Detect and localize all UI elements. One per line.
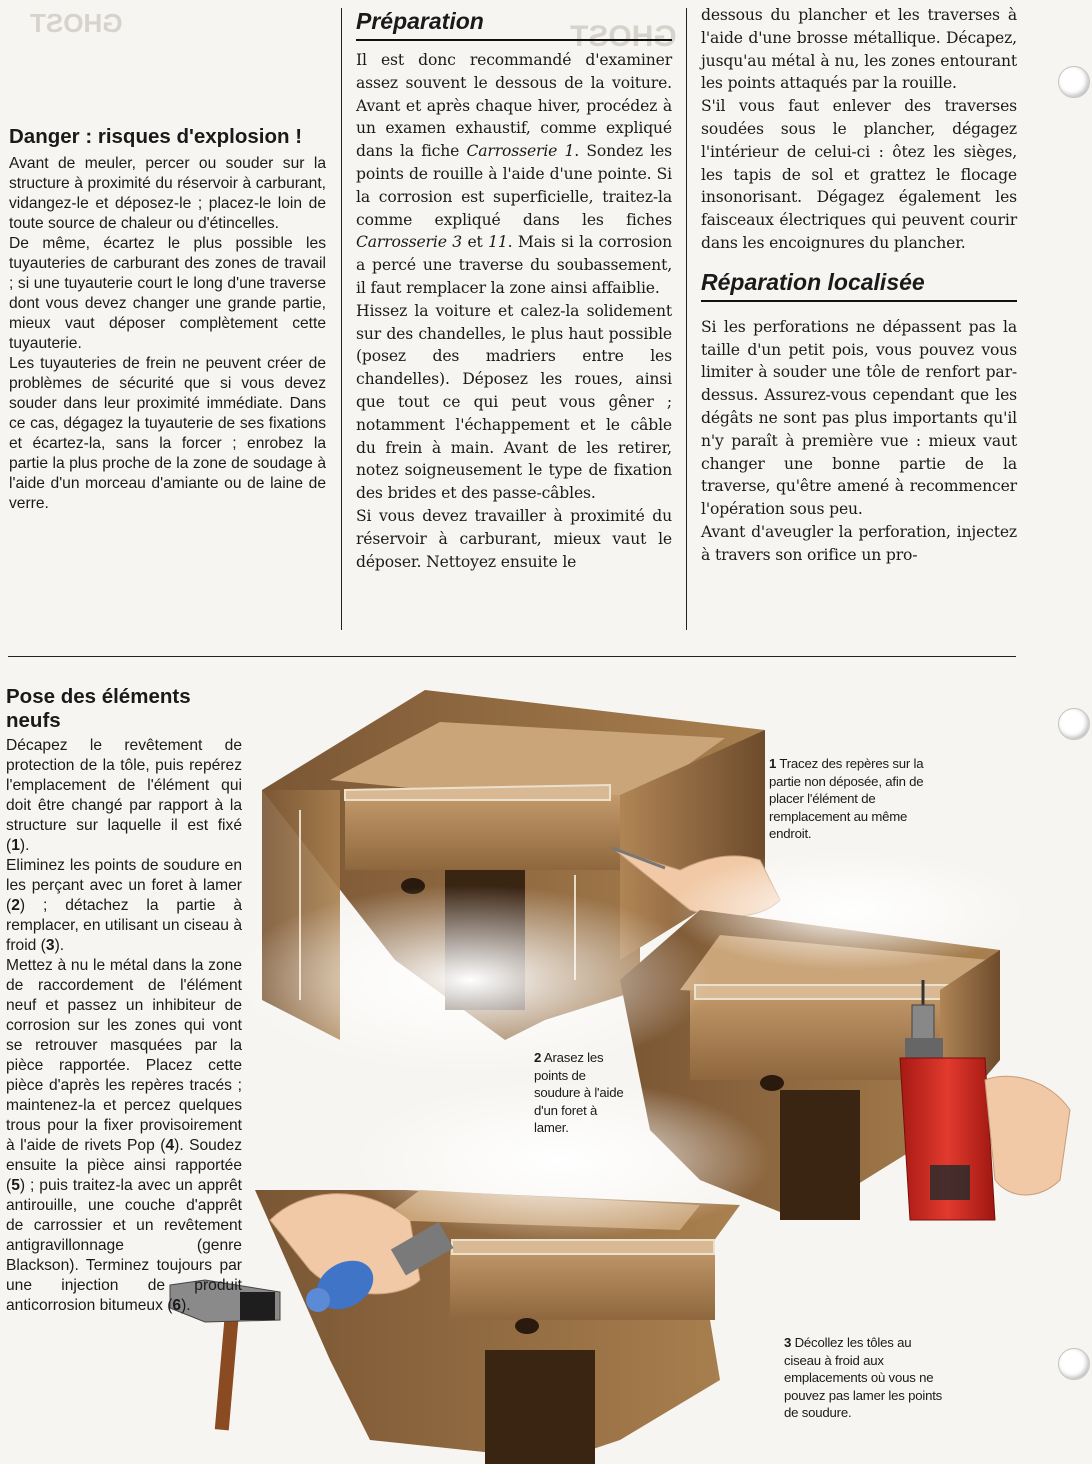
danger-paragraph: Les tuyauteries de frein ne peuvent créer de problèmes de sécurité que si vous devez souder dans leur proximité immédiate. Dans ce cas, dégagez la tuyauterie de ses fixations et écartez-la, sans la forcer ; enrobez la partie la plus proche de la zone de soudage à l'aide d'un morceau d'amiante ou de laine de verre. <box>9 355 326 512</box>
preparation-section <box>356 8 672 573</box>
preparation-title: Préparation <box>356 8 672 41</box>
pose-paragraph: Eliminez les points de soudure en les perçant avec un foret à lamer (2) ; détachez la partie à remplacer, en utilisant un ciseau à froid (3). <box>6 857 242 954</box>
danger-paragraph: De même, écartez le plus possible les tuyauteries de carburant des zones de travail ; si une tuyauterie court le long d'une traverse dont vous devez changer une grande partie, mieux vaut déposer complètement cette tuyauterie. <box>9 235 326 352</box>
bleed-through-text: GHOST <box>30 8 123 38</box>
column-rule <box>686 8 687 630</box>
reparation-paragraph: Si les perforations ne dépassent pas la taille d'un petit pois, vous pouvez vous limiter à souder une tôle de renfort par-dessus. Assurez-vous cependant que les dégâts ne sont pas plus importants qu'il n'y paraît à première vue : mieux vaut changer une bonne partie de la traverse, qu'être amené à recommencer l'opération sous peu. <box>701 317 1017 519</box>
preparation-paragraph: Il est donc recommandé d'examiner assez souvent le dessous de la voiture. Avant et après chaque hiver, procédez à un examen exhaustif, comme expliqué dans la fiche Carrosserie 1. Sondez les points de rouille à l'aide d'une pointe. Si la corrosion est superficielle, traitez-la comme expliqué dans les fiches Carrosserie 3 et 11. Mais si la corrosion a percé une traverse du soubassement, il faut remplacer la zone ainsi affaiblie. <box>356 51 673 297</box>
bleed-through-text: GHOST <box>570 20 677 53</box>
section-divider <box>8 656 1016 657</box>
caption-2: 2 Arasez les points de soudure à l'aide d'un foret à lamer. <box>534 1050 624 1135</box>
pose-paragraph: Décapez le revêtement de protection de la tôle, puis repérez l'emplacement de l'élément qui doit être changé par rapport à la structure sur laquelle il est fixé (1). <box>6 737 242 854</box>
body-paragraph: S'il vous faut enlever des traverses soudées sous le plancher, dégagez l'intérieur de celui-ci : ôtez les sièges, les tapis de sol et grattez le flocage insonorisant. Dégagez également les faisceaux électriques qui peuvent courir dans les encoignures du plancher. <box>701 97 1017 252</box>
pose-paragraph: Mettez à nu le métal dans la zone de raccordement de l'élément neuf et passez un inhibiteur de corrosion sur les zones qui vont se retrouver masquées par la pièce rapportée. Placez cette pièce d'après les repères tracés ; maintenez-la et percez quelques trous pour la fixer provisoirement à l'aide de rivets Pop (4). Soudez ensuite la pièce ainsi rapportée (5) ; puis traitez-la avec un apprêt antirouille, une couche d'apprêt de carrossier et un revêtement antigravillonnage (genre Blackson). Terminez toujours par une injection de produit anticorrosion bitumeux (6). <box>6 957 242 1314</box>
column-3 <box>701 4 1017 567</box>
reference-11: 11 <box>488 233 508 252</box>
preparation-paragraph: Hissez la voiture et calez-la solidement sur des chandelles, le plus haut possible (posez des madriers entre les chandelles). Déposez les roues, ainsi que tout ce qui peut vous gêner ; notamment l'échappement et le câble du frein à main. Avant de les retirer, notez soigneusement le type de fixation des brides et des passe-câbles. <box>356 301 672 503</box>
danger-box <box>9 125 326 514</box>
caption-1: 1 Tracez des repères sur la partie non déposée, afin de placer l'élément de remplacement au même endroit. <box>769 756 924 841</box>
body-paragraph: dessous du plancher et les traverses à l'aide d'une brosse métallique. Décapez, jusqu'au métal à nu, les zones entourant les points attaqués par la rouille. <box>701 6 1017 93</box>
reparation-title: Réparation localisée <box>701 269 1017 302</box>
column-rule <box>341 8 342 630</box>
reparation-paragraph: Avant d'aveugler la perforation, injectez à travers son orifice un pro- <box>701 522 1017 564</box>
reference-carrosserie-3: Carrosserie 3 <box>356 233 462 252</box>
pose-title: Pose des éléments neufs <box>6 685 191 732</box>
danger-title: Danger : risques d'explosion ! <box>9 125 303 148</box>
binder-hole <box>1058 66 1090 98</box>
danger-paragraph: Avant de meuler, percer ou souder sur la structure à proximité du réservoir à carburant, vidangez-le et déposez-le ; placez-le loin de toute source de chaleur ou d'étincelles. <box>9 155 326 232</box>
pose-section <box>6 685 242 1316</box>
preparation-paragraph: Si vous devez travailler à proximité du réservoir à carburant, mieux vaut le déposer. Nettoyez ensuite le <box>356 506 672 571</box>
reference-carrosserie-1: Carrosserie 1 <box>466 142 575 161</box>
caption-3: 3 Décollez les tôles au ciseau à froid aux emplacements où vous ne pouvez pas lamer les points de soudure. <box>784 1335 943 1420</box>
